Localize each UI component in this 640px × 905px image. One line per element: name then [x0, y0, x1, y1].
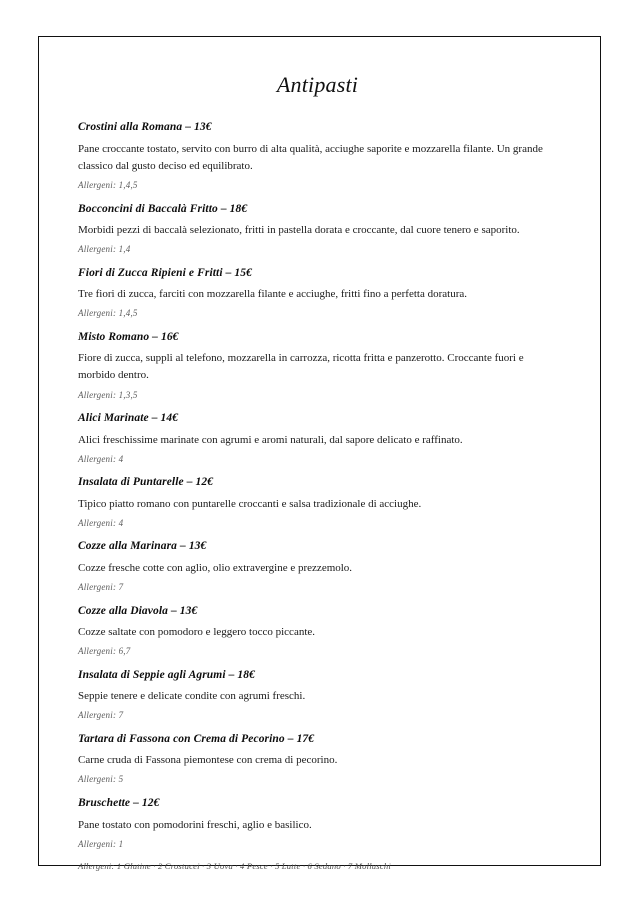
menu-item: [78, 475, 557, 529]
menu-item-description: Tipico piatto romano con puntarelle croccanti e salsa tradizionale di acciughe.: [78, 497, 422, 510]
menu-item-allergens: Allergeni: 4: [78, 517, 124, 528]
menu-item-description: Seppie tenere e delicate condite con agrumi freschi.: [78, 690, 306, 703]
page-title: Antipasti: [276, 72, 359, 97]
menu-item-heading: Fiori di Zucca Ripieni e Fritti – 15€: [78, 266, 252, 279]
menu-item-description: Morbidi pezzi di baccalà selezionato, fritti in pastella dorata e croccante, dal cuore tenero e saporito.: [78, 224, 520, 237]
menu-item-heading: Alici Marinate – 14€: [78, 412, 179, 425]
menu-content: [78, 72, 557, 872]
menu-item-heading: Cozze alla Marinara – 13€: [78, 540, 207, 553]
menu-item-heading: Crostini alla Romana – 13€: [78, 121, 212, 134]
menu-item: [78, 732, 557, 786]
menu-item-description: Cozze fresche cotte con aglio, olio extravergine e prezzemolo.: [78, 561, 353, 574]
menu-item-heading: Misto Romano – 16€: [78, 330, 179, 343]
menu-item-allergens: Allergeni: 5: [78, 774, 124, 785]
menu-item-description: Pane tostato con pomodorini freschi, aglio e basilico.: [78, 818, 312, 831]
menu-item-list: [78, 120, 557, 850]
menu-item-allergens: Allergeni: 7: [78, 581, 124, 592]
menu-item-heading: Insalata di Puntarelle – 12€: [78, 476, 214, 489]
menu-item-heading: Cozze alla Diavola – 13€: [78, 604, 198, 617]
menu-item: [78, 668, 557, 722]
menu-item: [78, 266, 557, 320]
menu-item-heading: Insalata di Seppie agli Agrumi – 18€: [78, 668, 255, 681]
menu-item-description: Pane croccante tostato, servito con burro di alta qualità, acciughe saporite e mozzarella filante. Un grande classico dal gusto deciso ed equilibrato.: [78, 142, 543, 172]
menu-item-heading: Tartara di Fassona con Crema di Pecorino – 17€: [78, 732, 315, 745]
menu-item-allergens: Allergeni: 7: [78, 710, 124, 721]
menu-item-heading: Bruschette – 12€: [78, 797, 160, 810]
menu-item-description: Carne cruda di Fassona piemontese con crema di pecorino.: [78, 754, 338, 767]
menu-item-description: Tre fiori di zucca, farciti con mozzarella filante e acciughe, fritti fino a perfetta doratura.: [78, 288, 467, 301]
menu-item-allergens: Allergeni: 1,4,5: [78, 180, 138, 190]
menu-item-heading: Bocconcini di Baccalà Fritto – 18€: [78, 202, 248, 215]
menu-item: [78, 330, 557, 401]
menu-item: [78, 539, 557, 593]
menu-item-allergens: Allergeni: 6,7: [78, 646, 131, 657]
menu-item-allergens: Allergeni: 4: [78, 453, 124, 464]
allergen-legend: Allergeni: 1 Glutine · 2 Crostacei · 3 Uova · 4 Pesce · 5 Latte · 6 Sedano · 7 Molluschi: [78, 861, 391, 872]
menu-item: [78, 120, 557, 191]
menu-item: [78, 604, 557, 658]
menu-item-description: Cozze saltate con pomodoro e leggero tocco piccante.: [78, 626, 316, 639]
menu-item: [78, 411, 557, 465]
menu-item-description: Fiore di zucca, suppli al telefono, mozzarella in carrozza, ricotta fritta e panzerotto. Croccante fuori e morbido dentro.: [78, 352, 524, 382]
menu-item-allergens: Allergeni: 1,3,5: [78, 389, 138, 400]
menu-item-allergens: Allergeni: 1: [78, 838, 124, 849]
menu-item: [78, 796, 557, 850]
menu-item-allergens: Allergeni: 1,4,5: [78, 308, 138, 319]
menu-item: [78, 202, 557, 256]
menu-item-description: Alici freschissime marinate con agrumi e aromi naturali, dal sapore delicato e raffinato.: [78, 433, 463, 446]
menu-item-allergens: Allergeni: 1,4: [78, 244, 131, 255]
